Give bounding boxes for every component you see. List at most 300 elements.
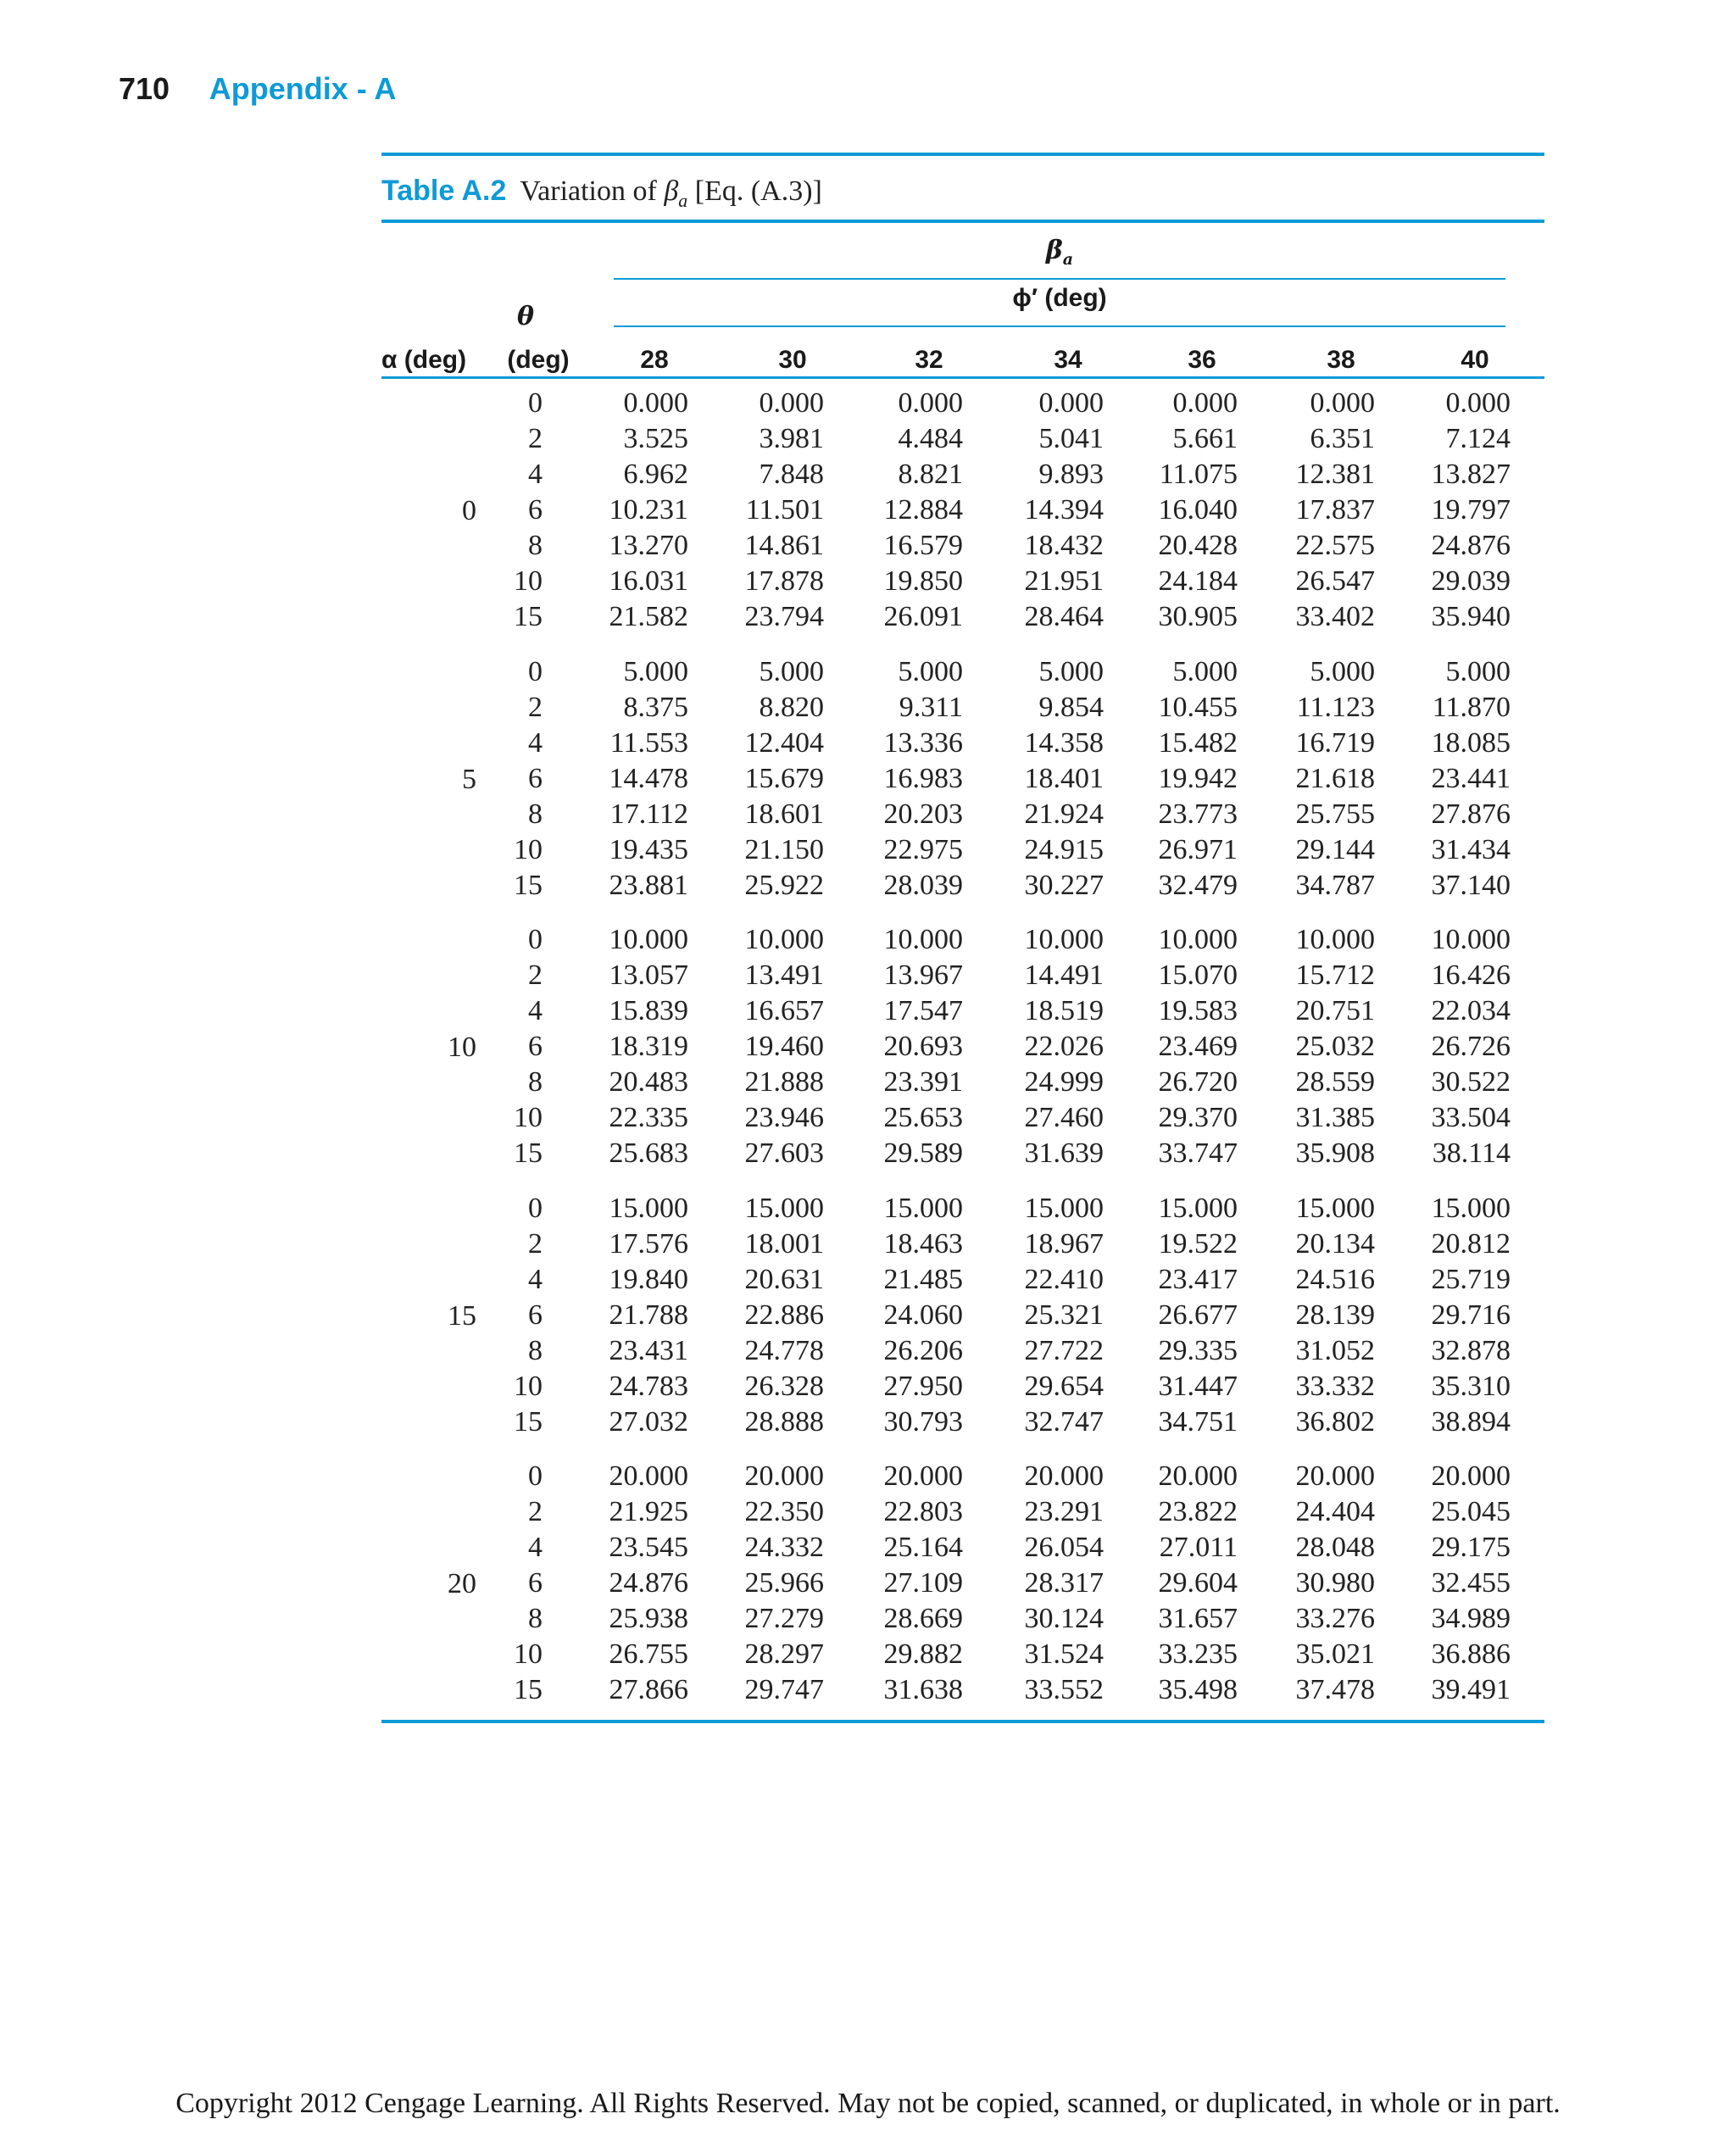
beta-value-cell: 19.460 bbox=[744, 1031, 824, 1062]
theta-value: 8 bbox=[528, 530, 542, 561]
table-row bbox=[381, 1601, 1544, 1637]
beta-value-cell: 31.657 bbox=[1158, 1603, 1238, 1634]
caption-symbol: β bbox=[664, 175, 679, 207]
phi-column-header: 28 bbox=[640, 346, 669, 374]
beta-value-cell: 12.884 bbox=[883, 494, 963, 526]
alpha-value: 10 bbox=[448, 1032, 476, 1063]
beta-value-cell: 25.164 bbox=[883, 1532, 963, 1563]
beta-value-cell: 5.000 bbox=[623, 656, 688, 687]
beta-value-cell: 19.435 bbox=[609, 834, 688, 865]
beta-rule bbox=[614, 278, 1505, 280]
beta-value-cell: 29.144 bbox=[1295, 834, 1375, 865]
beta-value-cell: 30.227 bbox=[1024, 870, 1104, 901]
beta-value-cell: 11.870 bbox=[1432, 692, 1511, 723]
beta-value-cell: 18.463 bbox=[883, 1228, 963, 1260]
beta-value-cell: 35.310 bbox=[1431, 1371, 1511, 1402]
beta-value-cell: 20.000 bbox=[1431, 1460, 1511, 1492]
theta-value: 6 bbox=[528, 1031, 542, 1062]
beta-value-cell: 10.000 bbox=[609, 924, 688, 955]
beta-value-cell: 26.726 bbox=[1431, 1031, 1511, 1062]
beta-value-cell: 5.000 bbox=[1172, 656, 1238, 687]
beta-value-cell: 34.989 bbox=[1431, 1603, 1511, 1634]
beta-value-cell: 5.000 bbox=[1310, 656, 1375, 687]
table-row bbox=[381, 832, 1544, 868]
beta-value-cell: 11.553 bbox=[609, 727, 688, 759]
beta-value-cell: 27.950 bbox=[883, 1371, 963, 1402]
phi-column-header: 38 bbox=[1327, 346, 1355, 374]
beta-value-cell: 31.524 bbox=[1024, 1638, 1104, 1670]
beta-value-cell: 4.484 bbox=[898, 423, 963, 454]
beta-value-cell: 23.822 bbox=[1158, 1496, 1238, 1527]
beta-value-cell: 33.276 bbox=[1295, 1603, 1375, 1634]
beta-value-cell: 35.498 bbox=[1158, 1674, 1238, 1705]
beta-value-cell: 31.385 bbox=[1295, 1102, 1375, 1133]
beta-value-cell: 23.881 bbox=[609, 870, 688, 901]
beta-value-cell: 30.793 bbox=[883, 1406, 963, 1438]
beta-value-cell: 18.967 bbox=[1024, 1228, 1104, 1260]
theta-value: 15 bbox=[514, 601, 542, 632]
beta-value-cell: 14.491 bbox=[1024, 959, 1104, 991]
theta-value: 6 bbox=[528, 494, 542, 526]
beta-value-cell: 21.888 bbox=[744, 1066, 824, 1098]
beta-value-cell: 3.525 bbox=[623, 423, 688, 454]
theta-value: 15 bbox=[514, 1674, 542, 1705]
beta-value-cell: 29.589 bbox=[883, 1137, 963, 1169]
section-title: Appendix - A bbox=[209, 71, 397, 106]
table-caption bbox=[381, 170, 822, 212]
beta-value-cell: 14.478 bbox=[609, 763, 688, 794]
theta-value: 2 bbox=[528, 692, 542, 723]
beta-value-cell: 35.021 bbox=[1295, 1638, 1375, 1670]
beta-value-cell: 24.876 bbox=[609, 1567, 688, 1599]
beta-value-cell: 0.000 bbox=[1172, 387, 1238, 419]
beta-value-cell: 28.039 bbox=[883, 870, 963, 901]
table-row bbox=[381, 1065, 1544, 1100]
theta-value: 6 bbox=[528, 1567, 542, 1599]
beta-value-cell: 5.000 bbox=[759, 656, 824, 687]
table-row bbox=[381, 421, 1544, 457]
beta-value-cell: 20.000 bbox=[1295, 1460, 1375, 1492]
phi-head: ϕ′ (deg) bbox=[1012, 284, 1107, 312]
beta-value-cell: 7.848 bbox=[759, 459, 824, 490]
beta-value-cell: 26.328 bbox=[744, 1371, 824, 1402]
beta-value-cell: 28.559 bbox=[1295, 1066, 1375, 1098]
alpha-group bbox=[381, 386, 1544, 637]
beta-value-cell: 18.085 bbox=[1431, 727, 1511, 759]
beta-value-cell: 22.026 bbox=[1024, 1031, 1104, 1062]
beta-value-cell: 19.583 bbox=[1158, 995, 1238, 1026]
table-row bbox=[381, 1459, 1544, 1494]
beta-value-cell: 37.140 bbox=[1431, 870, 1511, 901]
beta-value-cell: 24.783 bbox=[609, 1371, 688, 1402]
column-head-rule bbox=[381, 376, 1544, 379]
beta-value-cell: 9.311 bbox=[899, 692, 963, 723]
beta-value-cell: 20.000 bbox=[1024, 1460, 1104, 1492]
beta-value-cell: 27.866 bbox=[609, 1674, 688, 1705]
phi-column-header: 34 bbox=[1054, 346, 1082, 374]
beta-value-cell: 30.905 bbox=[1158, 601, 1238, 632]
beta-value-cell: 30.124 bbox=[1024, 1603, 1104, 1634]
beta-value-cell: 22.803 bbox=[883, 1496, 963, 1527]
theta-value: 15 bbox=[514, 1406, 542, 1438]
beta-value-cell: 24.778 bbox=[744, 1335, 824, 1366]
beta-value-cell: 21.150 bbox=[744, 834, 824, 865]
beta-value-cell: 20.751 bbox=[1295, 995, 1375, 1026]
beta-value-cell: 16.031 bbox=[609, 565, 688, 597]
beta-value-cell: 33.552 bbox=[1024, 1674, 1104, 1705]
theta-value: 4 bbox=[528, 995, 542, 1026]
beta-value-cell: 27.109 bbox=[883, 1567, 963, 1599]
beta-value-cell: 20.483 bbox=[609, 1066, 688, 1098]
table-row bbox=[381, 1262, 1544, 1298]
beta-value-cell: 15.679 bbox=[744, 763, 824, 794]
beta-value-cell: 33.747 bbox=[1158, 1137, 1238, 1169]
beta-value-cell: 31.638 bbox=[883, 1674, 963, 1705]
beta-value-cell: 22.410 bbox=[1024, 1264, 1104, 1295]
table-row bbox=[381, 564, 1544, 599]
theta-value: 10 bbox=[514, 1102, 542, 1133]
beta-value-cell: 20.812 bbox=[1431, 1228, 1511, 1260]
beta-value-cell: 21.582 bbox=[609, 601, 688, 632]
beta-value-cell: 36.802 bbox=[1295, 1406, 1375, 1438]
theta-value: 8 bbox=[528, 1603, 542, 1634]
beta-value-cell: 13.967 bbox=[883, 959, 963, 991]
beta-value-cell: 30.980 bbox=[1295, 1567, 1375, 1599]
beta-value-cell: 19.850 bbox=[883, 565, 963, 597]
beta-value-cell: 26.971 bbox=[1158, 834, 1238, 865]
beta-value-cell: 23.545 bbox=[609, 1532, 688, 1563]
beta-value-cell: 10.000 bbox=[1158, 924, 1238, 955]
table-row bbox=[381, 1404, 1544, 1440]
beta-value-cell: 7.124 bbox=[1445, 423, 1511, 454]
table-row bbox=[381, 654, 1544, 690]
table-row bbox=[381, 797, 1544, 832]
beta-value-cell: 24.876 bbox=[1431, 530, 1511, 561]
alpha-group bbox=[381, 1459, 1544, 1710]
beta-value-cell: 37.478 bbox=[1295, 1674, 1375, 1705]
phi-column-header: 40 bbox=[1461, 346, 1489, 374]
beta-value-cell: 31.052 bbox=[1295, 1335, 1375, 1366]
page-number: 710 bbox=[119, 71, 170, 106]
beta-value-cell: 38.114 bbox=[1432, 1137, 1511, 1169]
beta-value-cell: 3.981 bbox=[759, 423, 824, 454]
phi-column-header: 32 bbox=[915, 346, 943, 374]
beta-value-cell: 19.522 bbox=[1158, 1228, 1238, 1260]
theta-value: 15 bbox=[514, 870, 542, 901]
table-label: Table A.2 bbox=[381, 175, 507, 207]
alpha-value: 5 bbox=[462, 764, 476, 795]
beta-value-cell: 27.460 bbox=[1024, 1102, 1104, 1133]
beta-value-cell: 9.854 bbox=[1038, 692, 1104, 723]
beta-value-cell: 23.773 bbox=[1158, 798, 1238, 830]
beta-value-cell: 14.861 bbox=[744, 530, 824, 561]
phi-rule bbox=[614, 325, 1505, 327]
beta-value-cell: 0.000 bbox=[623, 387, 688, 419]
beta-value-cell: 0.000 bbox=[1038, 387, 1104, 419]
theta-value: 8 bbox=[528, 798, 542, 830]
beta-value-cell: 17.576 bbox=[609, 1228, 688, 1260]
beta-value-cell: 13.491 bbox=[744, 959, 824, 991]
beta-value-cell: 28.139 bbox=[1295, 1299, 1375, 1331]
beta-value-cell: 19.797 bbox=[1431, 494, 1511, 526]
beta-value-cell: 25.755 bbox=[1295, 798, 1375, 830]
theta-value: 4 bbox=[528, 727, 542, 759]
table-row bbox=[381, 386, 1544, 421]
beta-value-cell: 0.000 bbox=[1310, 387, 1375, 419]
beta-value-cell: 22.350 bbox=[744, 1496, 824, 1527]
beta-value-cell: 27.279 bbox=[744, 1603, 824, 1634]
beta-value-cell: 11.123 bbox=[1296, 692, 1375, 723]
phi-column-header: 36 bbox=[1188, 346, 1216, 374]
beta-value-cell: 29.654 bbox=[1024, 1371, 1104, 1402]
beta-value-cell: 25.045 bbox=[1431, 1496, 1511, 1527]
beta-value-cell: 33.235 bbox=[1158, 1638, 1238, 1670]
theta-value: 6 bbox=[528, 763, 542, 794]
beta-value-cell: 18.001 bbox=[744, 1228, 824, 1260]
table-row bbox=[381, 1298, 1544, 1333]
table-row bbox=[381, 1494, 1544, 1530]
beta-value-cell: 15.482 bbox=[1158, 727, 1238, 759]
theta-value: 8 bbox=[528, 1066, 542, 1098]
table-top-rule bbox=[381, 153, 1544, 156]
beta-value-cell: 25.938 bbox=[609, 1603, 688, 1634]
beta-value-cell: 6.962 bbox=[623, 459, 688, 490]
table-row bbox=[381, 599, 1544, 635]
theta-value: 0 bbox=[528, 656, 542, 687]
beta-value-cell: 32.747 bbox=[1024, 1406, 1104, 1438]
beta-value-cell: 26.755 bbox=[609, 1638, 688, 1670]
beta-value-cell: 18.432 bbox=[1024, 530, 1104, 561]
table-row bbox=[381, 1566, 1544, 1601]
table-row bbox=[381, 1136, 1544, 1171]
beta-value-cell: 16.426 bbox=[1431, 959, 1511, 991]
beta-value-cell: 16.983 bbox=[883, 763, 963, 794]
beta-value-cell: 23.291 bbox=[1024, 1496, 1104, 1527]
table-row bbox=[381, 761, 1544, 797]
beta-value-cell: 31.447 bbox=[1158, 1371, 1238, 1402]
beta-value-cell: 31.434 bbox=[1431, 834, 1511, 865]
table-row bbox=[381, 1100, 1544, 1136]
beta-value-cell: 10.000 bbox=[1295, 924, 1375, 955]
beta-value-cell: 10.455 bbox=[1158, 692, 1238, 723]
beta-value-cell: 35.940 bbox=[1431, 601, 1511, 632]
theta-value: 2 bbox=[528, 423, 542, 454]
beta-value-cell: 34.787 bbox=[1295, 870, 1375, 901]
beta-value-cell: 31.639 bbox=[1024, 1137, 1104, 1169]
page-header bbox=[119, 68, 396, 110]
theta-value: 4 bbox=[528, 1264, 542, 1295]
beta-value-cell: 25.922 bbox=[744, 870, 824, 901]
beta-value-cell: 36.886 bbox=[1431, 1638, 1511, 1670]
theta-head: θ bbox=[516, 302, 534, 331]
beta-value-cell: 17.837 bbox=[1295, 494, 1375, 526]
beta-value-cell: 28.888 bbox=[744, 1406, 824, 1438]
table-row bbox=[381, 1530, 1544, 1566]
beta-value-cell: 8.375 bbox=[623, 692, 688, 723]
beta-value-cell: 26.206 bbox=[883, 1335, 963, 1366]
beta-value-cell: 25.032 bbox=[1295, 1031, 1375, 1062]
table-row bbox=[381, 457, 1544, 492]
theta-value: 4 bbox=[528, 459, 542, 490]
table-row bbox=[381, 1191, 1544, 1226]
caption-prefix: Variation of bbox=[520, 175, 665, 207]
beta-value-cell: 27.011 bbox=[1159, 1532, 1238, 1563]
beta-value-cell: 23.417 bbox=[1158, 1264, 1238, 1295]
beta-value-cell: 15.839 bbox=[609, 995, 688, 1026]
beta-value-cell: 13.827 bbox=[1431, 459, 1511, 490]
beta-value-cell: 15.000 bbox=[883, 1193, 963, 1224]
beta-value-cell: 12.381 bbox=[1295, 459, 1375, 490]
beta-value-cell: 15.000 bbox=[1024, 1193, 1104, 1224]
beta-value-cell: 15.000 bbox=[1295, 1193, 1375, 1224]
beta-value-cell: 20.203 bbox=[883, 798, 963, 830]
beta-value-cell: 20.000 bbox=[609, 1460, 688, 1492]
beta-value-cell: 0.000 bbox=[759, 387, 824, 419]
beta-value-cell: 29.747 bbox=[744, 1674, 824, 1705]
beta-value-cell: 30.522 bbox=[1431, 1066, 1511, 1098]
beta-value-cell: 15.712 bbox=[1295, 959, 1375, 991]
beta-value-cell: 20.000 bbox=[883, 1460, 963, 1492]
beta-value-cell: 20.000 bbox=[744, 1460, 824, 1492]
table-row bbox=[381, 492, 1544, 528]
theta-value: 0 bbox=[528, 1193, 542, 1224]
beta-value-cell: 20.693 bbox=[883, 1031, 963, 1062]
table-row bbox=[381, 690, 1544, 726]
table-row bbox=[381, 1637, 1544, 1672]
alpha-value: 20 bbox=[448, 1568, 476, 1599]
beta-value-cell: 15.070 bbox=[1158, 959, 1238, 991]
beta-value-cell: 18.601 bbox=[744, 798, 824, 830]
alpha-group bbox=[381, 922, 1544, 1173]
theta-value: 10 bbox=[514, 1638, 542, 1670]
beta-value-cell: 28.317 bbox=[1024, 1567, 1104, 1599]
beta-value-cell: 26.720 bbox=[1158, 1066, 1238, 1098]
beta-value-cell: 24.999 bbox=[1024, 1066, 1104, 1098]
theta-unit: (deg) bbox=[507, 346, 570, 374]
beta-value-cell: 22.034 bbox=[1431, 995, 1511, 1026]
beta-value-cell: 23.946 bbox=[744, 1102, 824, 1133]
alpha-head: α (deg) bbox=[381, 346, 467, 374]
table-row bbox=[381, 528, 1544, 564]
theta-value: 2 bbox=[528, 1496, 542, 1527]
beta-value-cell: 13.270 bbox=[609, 530, 688, 561]
phi-column-header: 30 bbox=[778, 346, 807, 374]
table-row bbox=[381, 993, 1544, 1029]
beta-value-cell: 24.915 bbox=[1024, 834, 1104, 865]
beta-value-cell: 10.000 bbox=[1024, 924, 1104, 955]
table-row bbox=[381, 1333, 1544, 1369]
beta-value-cell: 21.925 bbox=[609, 1496, 688, 1527]
beta-value-cell: 17.112 bbox=[609, 798, 688, 830]
beta-value-cell: 22.335 bbox=[609, 1102, 688, 1133]
beta-value-cell: 14.358 bbox=[1024, 727, 1104, 759]
beta-value-cell: 32.479 bbox=[1158, 870, 1238, 901]
beta-value-cell: 15.000 bbox=[1431, 1193, 1511, 1224]
beta-value-cell: 24.516 bbox=[1295, 1264, 1375, 1295]
beta-value-cell: 23.441 bbox=[1431, 763, 1511, 794]
theta-value: 6 bbox=[528, 1299, 542, 1331]
beta-value-cell: 10.000 bbox=[883, 924, 963, 955]
beta-value-cell: 26.547 bbox=[1295, 565, 1375, 597]
beta-head: $\beta_a$ bbox=[1045, 236, 1074, 269]
theta-value: 0 bbox=[528, 924, 542, 955]
beta-value-cell: 28.297 bbox=[744, 1638, 824, 1670]
beta-value-cell: 29.604 bbox=[1158, 1567, 1238, 1599]
beta-value-cell: 21.788 bbox=[609, 1299, 688, 1331]
table-row bbox=[381, 868, 1544, 904]
beta-value-cell: 27.722 bbox=[1024, 1335, 1104, 1366]
beta-value-cell: 29.882 bbox=[883, 1638, 963, 1670]
table-row bbox=[381, 1226, 1544, 1262]
beta-value-cell: 23.431 bbox=[609, 1335, 688, 1366]
beta-value-cell: 27.876 bbox=[1431, 798, 1511, 830]
beta-value-cell: 35.908 bbox=[1295, 1137, 1375, 1169]
beta-value-cell: 27.603 bbox=[744, 1137, 824, 1169]
beta-value-cell: 18.519 bbox=[1024, 995, 1104, 1026]
copyright-notice: Copyright 2012 Cengage Learning. All Rights Reserved. May not be copied, scanned, or duplicated, in whole or in part. bbox=[175, 2088, 1561, 2119]
beta-value-cell: 0.000 bbox=[1445, 387, 1511, 419]
beta-value-cell: 29.716 bbox=[1431, 1299, 1511, 1331]
theta-value: 10 bbox=[514, 565, 542, 597]
alpha-group bbox=[381, 654, 1544, 905]
beta-value-cell: 17.547 bbox=[883, 995, 963, 1026]
beta-value-cell: 23.469 bbox=[1158, 1031, 1238, 1062]
beta-value-cell: 26.091 bbox=[883, 601, 963, 632]
beta-value-cell: 22.975 bbox=[883, 834, 963, 865]
caption-symbol-sub: a bbox=[678, 189, 688, 211]
table-row bbox=[381, 1369, 1544, 1404]
beta-value-cell: 5.000 bbox=[1445, 656, 1511, 687]
beta-value-cell: 22.575 bbox=[1295, 530, 1375, 561]
table-row bbox=[381, 922, 1544, 958]
beta-value-cell: 25.719 bbox=[1431, 1264, 1511, 1295]
alpha-value: 15 bbox=[448, 1300, 476, 1332]
beta-value-cell: 19.942 bbox=[1158, 763, 1238, 794]
beta-value-cell: 24.184 bbox=[1158, 565, 1238, 597]
beta-value-cell: 21.485 bbox=[883, 1264, 963, 1295]
table-row bbox=[381, 726, 1544, 761]
beta-value-cell: 15.000 bbox=[1158, 1193, 1238, 1224]
beta-value-cell: 6.351 bbox=[1310, 423, 1375, 454]
theta-value: 0 bbox=[528, 387, 542, 419]
beta-value-cell: 12.404 bbox=[744, 727, 824, 759]
beta-value-cell: 21.924 bbox=[1024, 798, 1104, 830]
beta-value-cell: 34.751 bbox=[1158, 1406, 1238, 1438]
beta-value-cell: 23.794 bbox=[744, 601, 824, 632]
theta-value: 10 bbox=[514, 834, 542, 865]
beta-value-cell: 10.231 bbox=[609, 494, 688, 526]
beta-value-cell: 0.000 bbox=[898, 387, 963, 419]
beta-value-cell: 20.000 bbox=[1158, 1460, 1238, 1492]
beta-value-cell: 5.000 bbox=[898, 656, 963, 687]
beta-value-cell: 24.060 bbox=[883, 1299, 963, 1331]
caption-suffix: [Eq. (A.3)] bbox=[687, 175, 822, 207]
beta-value-cell: 16.040 bbox=[1158, 494, 1238, 526]
beta-value-cell: 22.886 bbox=[744, 1299, 824, 1331]
beta-value-cell: 13.057 bbox=[609, 959, 688, 991]
beta-value-cell: 33.332 bbox=[1295, 1371, 1375, 1402]
beta-value-cell: 11.075 bbox=[1159, 459, 1238, 490]
theta-value: 10 bbox=[514, 1371, 542, 1402]
table-row bbox=[381, 1672, 1544, 1708]
beta-value-cell: 21.618 bbox=[1295, 763, 1375, 794]
beta-value-cell: 33.402 bbox=[1295, 601, 1375, 632]
beta-value-cell: 5.041 bbox=[1038, 423, 1104, 454]
table-bottom-rule bbox=[381, 1720, 1544, 1723]
beta-value-cell: 11.501 bbox=[745, 494, 824, 526]
beta-value-cell: 23.391 bbox=[883, 1066, 963, 1098]
beta-value-cell: 28.669 bbox=[883, 1603, 963, 1634]
